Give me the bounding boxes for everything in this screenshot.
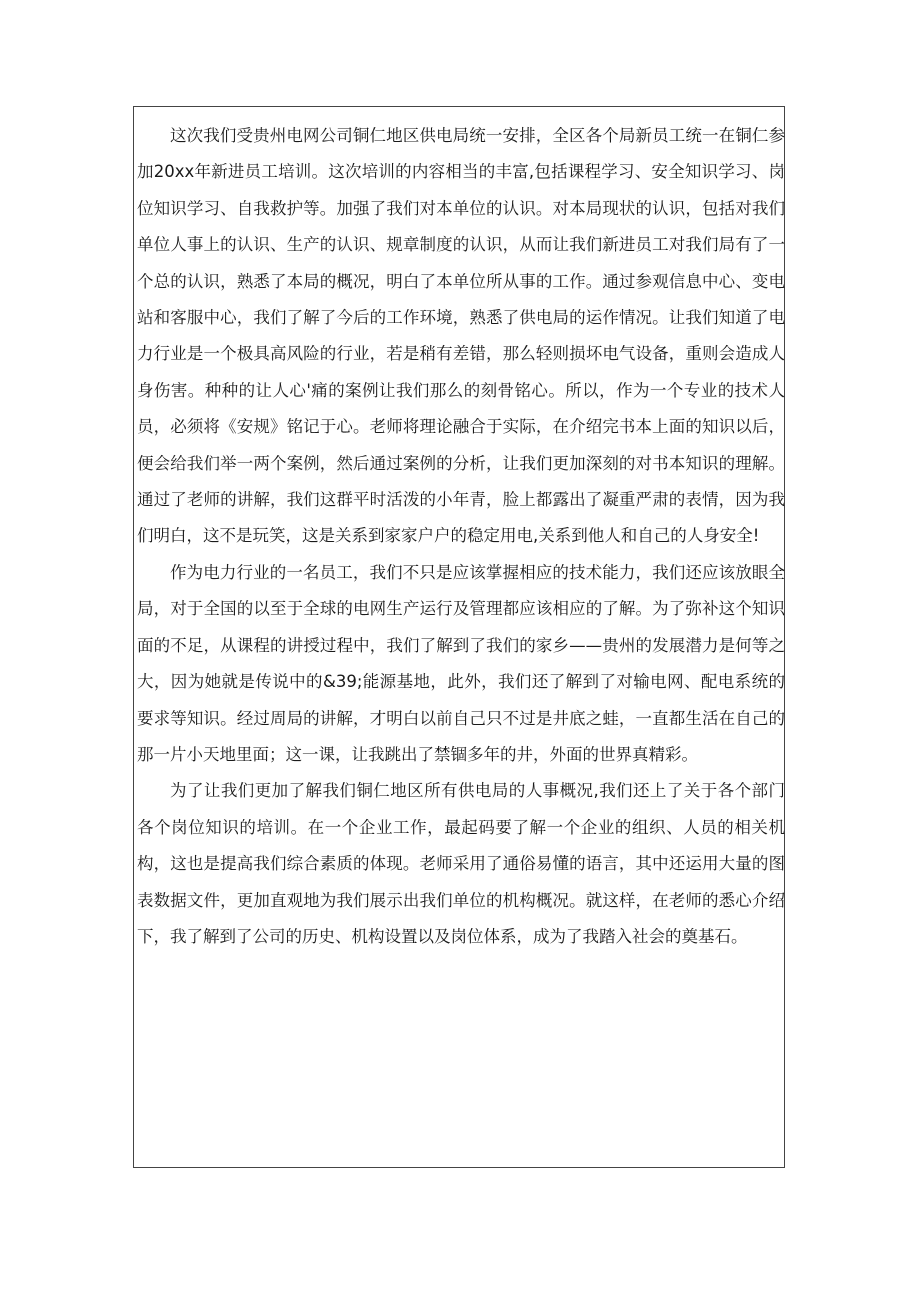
document-body [137,118,785,955]
paragraph-2: 作为电力行业的一名员工，我们不只是应该掌握相应的技术能力，我们还应该放眼全局，对于全国的以至于全球的电网生产运行及管理都应该相应的了解。为了弥补这个知识面的不足，从课程的讲授过程中，我们了解到了我们的家乡——贵州的发展潜力是何等之大，因为她就是传说中的&39;能源基地，此外，我们还了解到了对输电网、配电系统的要求等知识。经过周局的讲解，才明白以前自己只不过是井底之蛙，一直都生活在自己的那一片小天地里面；这一课，让我跳出了禁锢多年的井，外面的世界真精彩。 [137,562,785,764]
paragraph-1: 这次我们受贵州电网公司铜仁地区供电局统一安排，全区各个局新员工统一在铜仁参加20xx年新进员工培训。这次培训的内容相当的丰富,包括课程学习、安全知识学习、岗位知识学习、自我救护等。加强了我们对本单位的认识。对本局现状的认识，包括对我们单位人事上的认识、生产的认识、规章制度的认识，从而让我们新进员工对我们局有了一个总的认识，熟悉了本局的概况，明白了本单位所从事的工作。通过参观信息中心、变电站和客服中心，我们了解了今后的工作环境，熟悉了供电局的运作情况。让我们知道了电力行业是一个极具高风险的行业，若是稍有差错，那么轻则损坏电气设备，重则会造成人身伤害。种种的让人心'痛的案例让我们那么的刻骨铭心。所以，作为一个专业的技术人员，必须将《安规》铭记于心。老师将理论融合于实际，在介绍完书本上面的知识以后，便会给我们举一两个案例，然后通过案例的分析，让我们更加深刻的对书本知识的理解。通过了老师的讲解，我们这群平时活泼的小年青，脸上都露出了凝重严肃的表情，因为我们明白，这不是玩笑，这是关系到家家户户的稳定用电,关系到他人和自己的人身安全! [137,126,785,546]
paragraph-3: 为了让我们更加了解我们铜仁地区所有供电局的人事概况,我们还上了关于各个部门各个岗位知识的培训。在一个企业工作，最起码要了解一个企业的组织、人员的相关机构，这也是提高我们综合素质的体现。老师采用了通俗易懂的语言，其中还运用大量的图表数据文件，更加直观地为我们展示出我们单位的机构概况。就这样，在老师的悉心介绍下，我了解到了公司的历史、机构设置以及岗位体系，成为了我踏入社会的奠基石。 [137,781,785,946]
